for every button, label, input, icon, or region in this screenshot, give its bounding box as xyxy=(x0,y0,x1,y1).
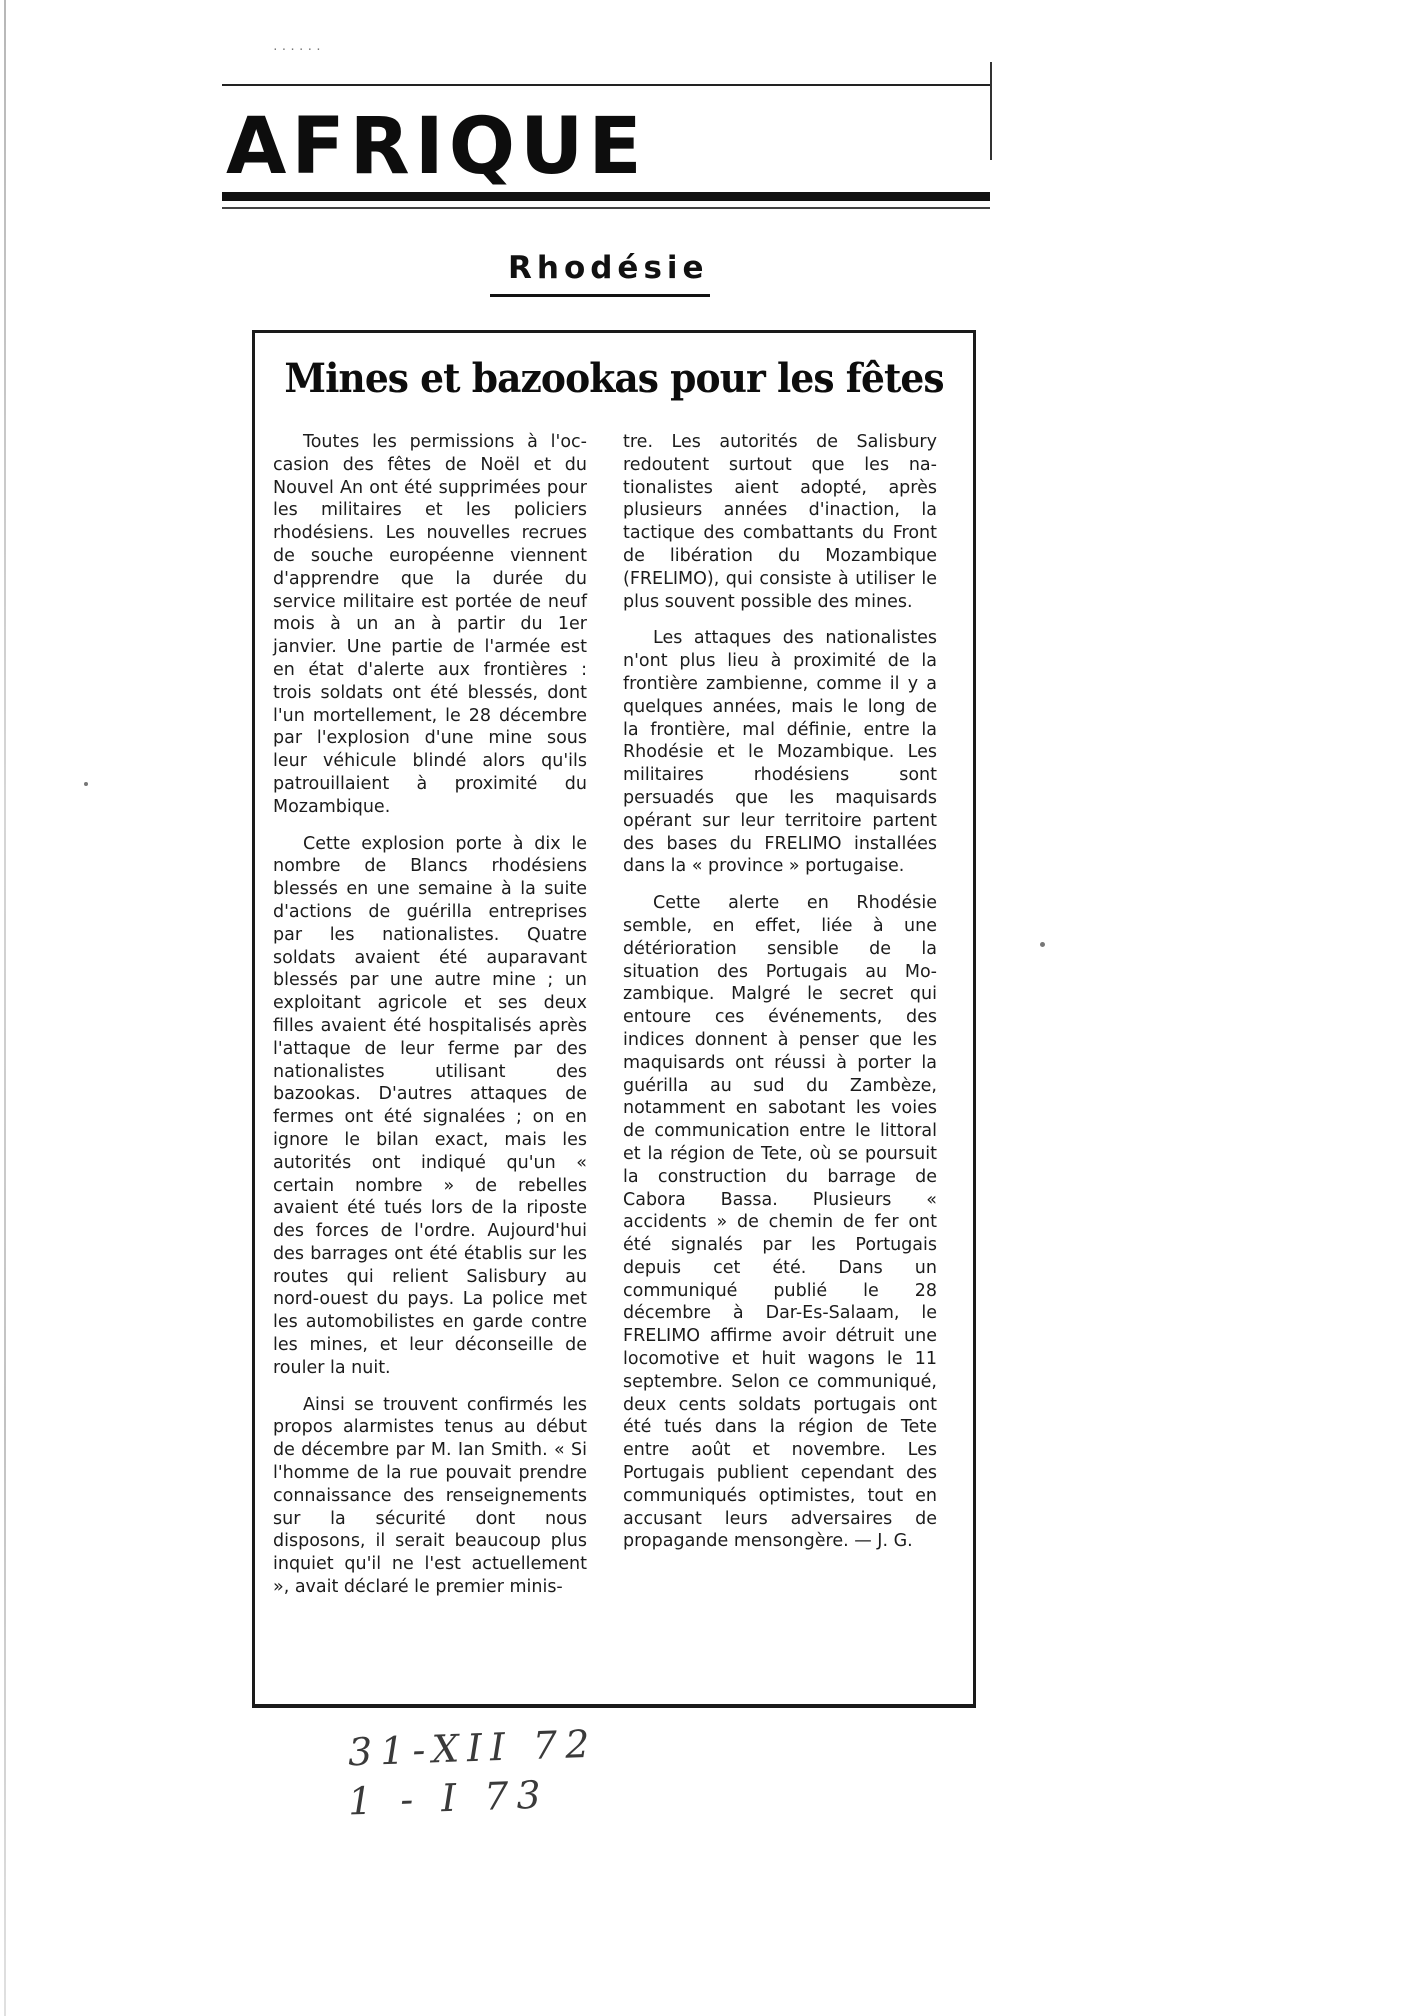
top-mark: ...... xyxy=(272,40,324,53)
paragraph: Ainsi se trouvent confirmés les propos alarmistes tenus au début de décembre par M. Ian Smith. « Si l'homme de la rue pouvait prendre connaissance des renseignements sur la sécurité dont nous disposons, il serait beaucoup plus inquiet qu'il ne l'est actuellement », avait déclaré le premier minis- xyxy=(273,1394,587,1598)
frame-right-rule xyxy=(990,62,992,160)
paragraph: Cette alerte en Rhodésie semble, en effet, liée à une détérioration sensible de la situation des Portugais au Mozambique. Malgré le secret qui entoure ces événements, des indices donnent à penser que les maquisards ont réussi à porter la guérilla au sud du Zambèze, notamment en sabotant les voies de communication entre le littoral et la région de Tete, où se poursuit la construction du barrage de Cabora Bassa. Plusieurs « accidents » de chemin de fer ont été signalés par les Portugais depuis cet été. Dans un communiqué publié le 28 décembre à Dar-Es-Salaam, le FRELIMO affirme avoir détruit une locomotive et huit wagons le 11 septembre. Selon ce communiqué, deux cents soldats portugais ont été tués dans la région de Tete entre août et novembre. Les Portugais publient cependant des communiqués optimistes, tout en accusant leurs adversaires de propagande mensongère. — J. G. xyxy=(623,893,937,1552)
scan-speck xyxy=(84,782,88,786)
article-box xyxy=(252,330,976,1708)
article-column-right xyxy=(623,431,937,1567)
country-heading: Rhodésie xyxy=(508,250,709,286)
paragraph: Cette explosion porte à dix le nombre de Blancs rhodésiens blessés en une semaine à la suite d'actions de guérilla entreprises par les nationalistes. Quatre soldats avaient été auparavant blessés par une autre mine ; un exploitant agricole et ses deux filles avaient été hospitalisés après l'attaque de leur ferme par des nationalistes utilisant des bazookas. D'autres attaques de fermes ont été signalées ; on en ignore le bilan exact, mais les autorités ont indiqué qu'un « certain nombre » de rebelles avaient été tués lors de la riposte des forces de l'ordre. Aujourd'hui des barrages ont été établis sur les routes qui relient Salisbury au nord-ouest du pays. La police met les automobilistes en garde contre les mines, et leur déconseille de rouler la nuit. xyxy=(273,833,587,1378)
handwritten-date: 1 - I 73 xyxy=(347,1772,550,1824)
scan-edge xyxy=(4,0,6,2016)
article-column-left xyxy=(273,431,587,1613)
paragraph: Toutes les permissions à l'occasion des fêtes de Noël et du Nouvel An ont été supprimées pour les militaires et les policiers rhodésiens. Les nouvelles recrues de souche européenne viennent d'apprendre que la durée du service militaire est portée de neuf mois à un an à partir du 1er janvier. Une partie de l'armée est en état d'alerte aux frontières : trois soldats ont été blessés, dont l'un mortellement, le 28 décembre par l'explosion d'une mine sous leur véhicule blindé alors qu'ils patrouillaient à proximité du Mozambique. xyxy=(273,432,587,817)
country-rule xyxy=(490,294,710,297)
section-rule xyxy=(222,192,990,201)
frame-top-rule xyxy=(222,84,990,86)
article-headline: Mines et bazookas pour les fêtes xyxy=(284,355,944,402)
handwritten-date: 31-XII 72 xyxy=(347,1721,599,1775)
paragraph: Les attaques des nationalistes n'ont plus lieu à proximité de la frontière zambienne, comme il y a quelques années, mais le long de la frontière, mal définie, entre la Rhodésie et le Mozambique. Les militaires rhodésiens sont persuadés que les maquisards opérant sur leur territoire partent des bases du FRELIMO installées dans la « province » portugaise. xyxy=(623,628,937,877)
section-rule-thin xyxy=(222,207,990,209)
section-title: AFRIQUE xyxy=(226,102,647,192)
paragraph: tre. Les autorités de Salisbury redoutent surtout que les nationalistes aient adopté, après plusieurs années d'inaction, la tactique des combattants du Front de libération du Mozambique (FRELIMO), qui consiste à utiliser le plus souvent possible des mines. xyxy=(623,432,937,612)
scan-speck xyxy=(1040,942,1045,947)
